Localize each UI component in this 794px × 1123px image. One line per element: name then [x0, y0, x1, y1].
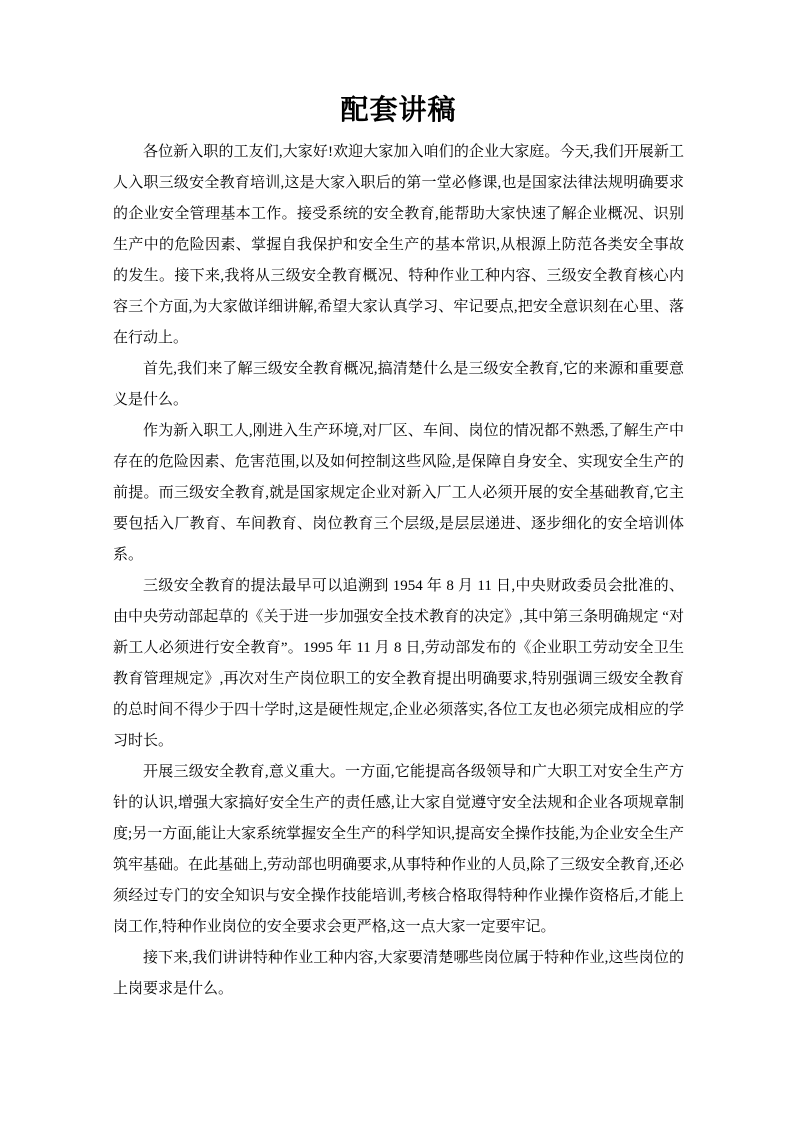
paragraph-history: 三级安全教育的提法最早可以追溯到 1954 年 8 月 11 日,中央财政委员会批准的、由中央劳动部起草的《关于进一步加强安全技术教育的决定》,其中第三条明确规定 “对新工人必须进行安全教育”。1995 年 11 月 8 日,劳动部发布的《企业职工劳动安全卫生教育管理规定》,再次对生产岗位职工的安全教育提出明确要求,特别强调三级安全教育的总时间不得少于四十学时,这是硬性规定,企业必须落实,各位工友也必须完成相应的学习时长。 [113, 578, 684, 749]
paragraph-overview-lead: 首先,我们来了解三级安全教育概况,搞清楚什么是三级安全教育,它的来源和重要意义是什么。 [113, 361, 684, 408]
paragraph-definition: 作为新入职工人,刚进入生产环境,对厂区、车间、岗位的情况都不熟悉,了解生产中存在的危险因素、危害范围,以及如何控制这些风险,是保障自身安全、实现安全生产的前提。而三级安全教育,就是国家规定企业对新入厂工人必须开展的安全基础教育,它主要包括入厂教育、车间教育、岗位教育三个层级,是层层递进、逐步细化的安全培训体系。 [113, 423, 684, 563]
paragraph-intro: 各位新入职的工友们,大家好!欢迎大家加入咱们的企业大家庭。今天,我们开展新工人入职三级安全教育培训,这是大家入职后的第一堂必修课,也是国家法律法规明确要求的企业安全管理基本工作。接受系统的安全教育,能帮助大家快速了解企业概况、识别生产中的危险因素、掌握自我保护和安全生产的基本常识,从根源上防范各类安全事故的发生。接下来,我将从三级安全教育概况、特种作业工种内容、三级安全教育核心内容三个方面,为大家做详细讲解,希望大家认真学习、牢记要点,把安全意识刻在心里、落在行动上。 [113, 144, 684, 346]
paragraph-next-topic: 接下来,我们讲讲特种作业工种内容,大家要清楚哪些岗位属于特种作业,这些岗位的上岗要求是什么。 [113, 950, 684, 997]
document-title: 配套讲稿 [340, 95, 457, 126]
paragraph-significance: 开展三级安全教育,意义重大。一方面,它能提高各级领导和广大职工对安全生产方针的认识,增强大家搞好安全生产的责任感,让大家自觉遵守安全法规和企业各项规章制度;另一方面,能让大家系统掌握安全生产的科学知识,提高安全操作技能,为企业安全生产筑牢基础。在此基础上,劳动部也明确要求,从事特种作业的人员,除了三级安全教育,还必须经过专门的安全知识与安全操作技能培训,考核合格取得特种作业操作资格后,才能上岗工作,特种作业岗位的安全要求会更严格,这一点大家一定要牢记。 [113, 764, 684, 935]
